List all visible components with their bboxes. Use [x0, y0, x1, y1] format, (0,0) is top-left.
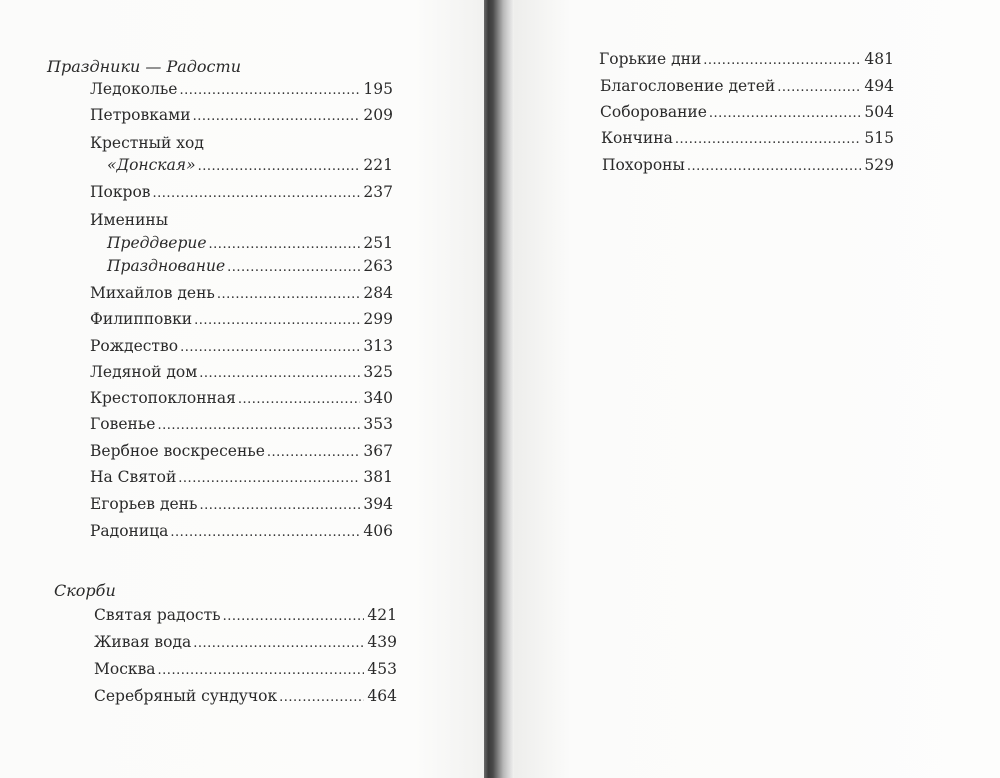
toc-entry-page: 394: [363, 495, 393, 513]
toc-leader-dots: [198, 157, 361, 177]
toc-entry-page: 284: [363, 284, 393, 302]
toc-leader-dots: [238, 390, 361, 410]
toc-entry[interactable]: [94, 605, 397, 625]
toc-leader-dots: [223, 607, 365, 627]
toc-leader-dots: [217, 285, 361, 305]
toc-entry-page: 299: [363, 310, 393, 328]
toc-entry-page: 209: [363, 106, 393, 124]
toc-entry-page: 367: [363, 442, 393, 460]
toc-entry-page: 325: [363, 363, 393, 381]
toc-entry-page: 381: [363, 468, 393, 486]
toc-entry-page: 439: [367, 633, 397, 651]
toc-group-heading: Именины: [90, 211, 169, 229]
toc-leader-dots: [157, 416, 360, 436]
toc-group-heading: Крестный ход: [90, 134, 204, 152]
toc-entry-page: 494: [864, 77, 894, 95]
toc-leader-dots: [227, 258, 360, 278]
toc-entry-title: Преддверие: [107, 234, 207, 252]
toc-entry[interactable]: [90, 79, 393, 99]
toc-entry-title: Соборование: [600, 103, 707, 121]
toc-entry[interactable]: [600, 76, 894, 96]
toc-leader-dots: [267, 443, 361, 463]
section-title-holidays: Праздники — Радости: [47, 57, 241, 76]
toc-entry[interactable]: [90, 388, 393, 408]
toc-entry-page: 340: [363, 389, 393, 407]
toc-entry[interactable]: [90, 362, 393, 382]
toc-entry-title: Филипповки: [90, 310, 193, 328]
toc-leader-dots: [687, 157, 862, 177]
toc-leader-dots: [178, 469, 360, 489]
toc-entry-title: Ледяной дом: [90, 363, 198, 381]
toc-entry-page: 481: [864, 50, 894, 68]
toc-entry-title: Живая вода: [94, 633, 192, 651]
toc-leader-dots: [153, 184, 361, 204]
toc-entry[interactable]: [599, 49, 894, 69]
toc-leader-dots: [170, 523, 360, 543]
toc-entry-page: 313: [363, 337, 393, 355]
toc-entry-page: 504: [864, 103, 894, 121]
toc-entry-title: Радоница: [90, 522, 169, 540]
toc-leader-dots: [709, 104, 861, 124]
toc-entry-page: 464: [367, 687, 397, 705]
toc-entry-page: 251: [363, 234, 393, 252]
toc-entry-title: Святая радость: [94, 606, 221, 624]
toc-entry-title: Кончина: [601, 129, 673, 147]
toc-leader-dots: [279, 688, 364, 708]
toc-entry[interactable]: [90, 336, 393, 356]
toc-leader-dots: [199, 496, 360, 516]
toc-entry-title: Серебряный сундучок: [94, 687, 278, 705]
toc-entry[interactable]: [94, 632, 397, 652]
toc-entry[interactable]: [107, 256, 393, 276]
toc-leader-dots: [193, 634, 364, 654]
toc-entry-title: Вербное воскресенье: [90, 442, 265, 460]
toc-entry[interactable]: [90, 441, 393, 461]
toc-entry-title: Благословение детей: [600, 77, 776, 95]
toc-entry-title: Горькие дни: [599, 50, 702, 68]
toc-entry-page: 406: [363, 522, 393, 540]
toc-leader-dots: [194, 311, 360, 331]
toc-entry-title: Похороны: [602, 156, 685, 174]
toc-leader-dots: [777, 78, 861, 98]
toc-entry[interactable]: [90, 283, 393, 303]
toc-entry[interactable]: [107, 233, 393, 253]
toc-entry[interactable]: [90, 182, 393, 202]
toc-entry-title: Москва: [94, 660, 156, 678]
toc-leader-dots: [703, 51, 861, 71]
toc-entry[interactable]: [90, 414, 393, 434]
toc-leader-dots: [179, 81, 360, 101]
toc-entry-title: «Донская»: [107, 156, 196, 174]
toc-entry-page: 453: [367, 660, 397, 678]
toc-entry[interactable]: [601, 128, 894, 148]
toc-entry[interactable]: [94, 686, 397, 706]
toc-entry-title: Покров: [90, 183, 151, 201]
toc-entry[interactable]: [602, 155, 894, 175]
toc-entry-title: Ледокольe: [90, 80, 178, 98]
toc-entry-page: 515: [864, 129, 894, 147]
toc-entry-page: 529: [864, 156, 894, 174]
toc-entry-page: 237: [363, 183, 393, 201]
toc-leader-dots: [193, 107, 361, 127]
toc-entry-page: 195: [363, 80, 393, 98]
toc-entry[interactable]: [90, 309, 393, 329]
toc-entry-title: Крестопоклонная: [90, 389, 236, 407]
toc-entry-title: Егорьев день: [90, 495, 198, 513]
toc-entry-title: Празднование: [107, 257, 226, 275]
toc-entry[interactable]: [90, 494, 393, 514]
toc-entry-page: 421: [367, 606, 397, 624]
toc-entry-title: Говенье: [90, 415, 156, 433]
toc-entry[interactable]: [90, 467, 393, 487]
toc-entry-page: 221: [363, 156, 393, 174]
toc-entry-title: На Святой: [90, 468, 177, 486]
toc-entry-title: Михайлов день: [90, 284, 215, 302]
toc-entry[interactable]: [90, 105, 393, 125]
toc-leader-dots: [180, 338, 360, 358]
toc-entry[interactable]: [94, 659, 397, 679]
toc-entry[interactable]: [107, 155, 393, 175]
section-title-sorrows: Скорби: [54, 581, 116, 600]
book-spine: [484, 0, 514, 778]
toc-leader-dots: [209, 235, 361, 255]
toc-leader-dots: [158, 661, 365, 681]
toc-entry[interactable]: [90, 521, 393, 541]
toc-entry-page: 353: [363, 415, 393, 433]
toc-entry-page: 263: [363, 257, 393, 275]
toc-entry-title: Рождество: [90, 337, 179, 355]
toc-leader-dots: [199, 364, 360, 384]
toc-entry-title: Петровками: [90, 106, 191, 124]
toc-leader-dots: [675, 130, 862, 150]
toc-entry[interactable]: [600, 102, 894, 122]
